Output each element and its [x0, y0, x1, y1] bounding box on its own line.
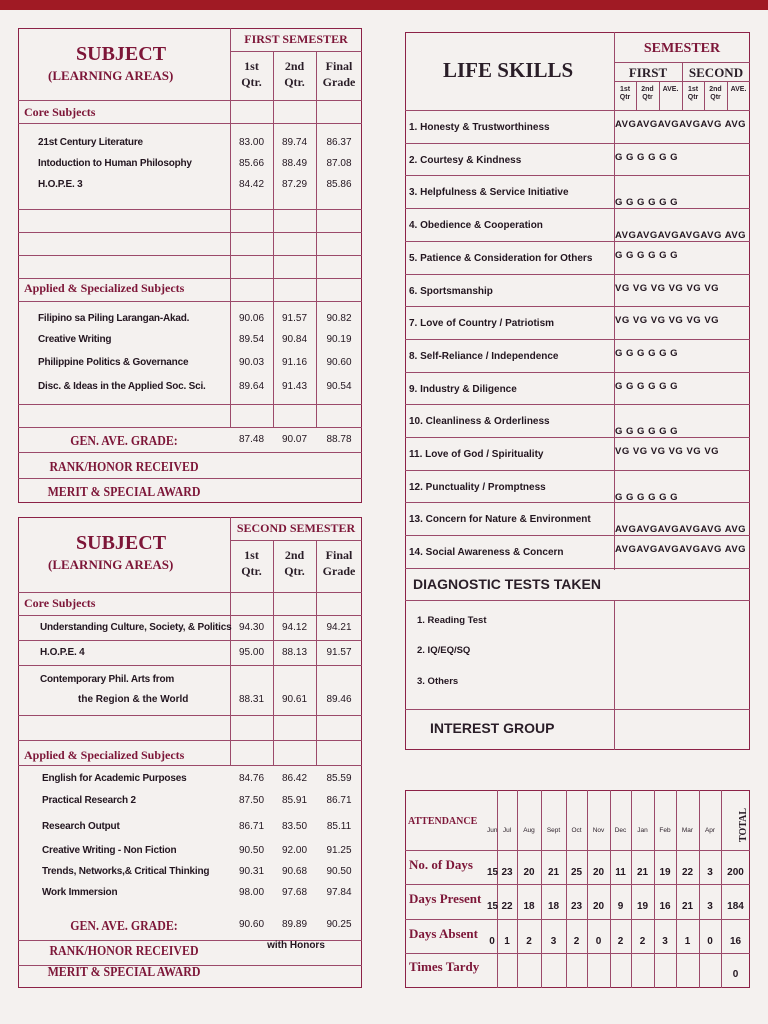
subject-name: Disc. & Ideas in the Applied Soc. Sci. [38, 381, 206, 392]
attendance-row-label: Days Absent [409, 926, 478, 941]
column-rule [566, 790, 567, 988]
final-grade: 87.08 [326, 158, 352, 169]
subject-name: Contemporary Phil. Arts from [40, 674, 175, 685]
first-quarter-grade: 90.03 [238, 357, 265, 368]
row-rule [405, 339, 750, 340]
month-heading: Jan [637, 827, 648, 834]
attendance-value: 20 [523, 867, 535, 878]
final-grade: 94.21 [326, 622, 352, 633]
row-rule [18, 452, 362, 453]
attendance-value: 18 [523, 901, 535, 912]
subject-name-line2: the Region & the World [78, 694, 189, 705]
second-quarter-grade: 94.12 [281, 622, 308, 633]
attendance-value: 20 [592, 867, 605, 878]
final-grade: 91.25 [326, 845, 352, 856]
final-grade: 85.11 [326, 821, 352, 832]
attendance-value: 21 [636, 867, 649, 878]
attendance-value: 3 [550, 936, 557, 947]
final-column-heading-line2: Grade [322, 75, 356, 89]
first-quarter-grade: 84.42 [238, 179, 265, 190]
attendance-total: 200 [727, 867, 744, 878]
final-grade: 90.82 [326, 313, 352, 324]
row-rule [405, 568, 750, 569]
final-grade: 90.54 [326, 381, 352, 392]
row-rule [405, 175, 750, 176]
life-skill-ratings: VG VG VG VG VG VG [615, 283, 720, 293]
column-rule [676, 790, 677, 988]
diagnostic-test-item: 1. Reading Test [417, 615, 487, 626]
life-skills-column-heading: 2nd Qtr [709, 86, 722, 102]
semester-heading: SEMESTER [643, 41, 721, 56]
column-rule [541, 790, 542, 988]
row-rule [18, 301, 362, 302]
row-rule [405, 274, 750, 275]
column-rule [316, 51, 317, 427]
merit-award-label: MERIT & SPECIAL AWARD [47, 965, 201, 980]
life-skills-column-heading: AVE. [730, 86, 747, 93]
attendance-value: 22 [681, 867, 694, 878]
attendance-total: 184 [727, 901, 744, 912]
final-grade: 89.46 [326, 694, 352, 705]
second-quarter-grade: 91.16 [281, 357, 308, 368]
final-grade: 90.60 [326, 357, 352, 368]
final-grade: 85.86 [326, 179, 352, 190]
second-semester-heading: SECOND [688, 65, 744, 80]
subject-name: Intoduction to Human Philosophy [38, 158, 192, 169]
second-quarter-grade: 89.74 [281, 137, 308, 148]
life-skill-label: 1. Honesty & Trustworthiness [409, 122, 550, 133]
gen-ave-label: GEN. AVE. GRADE: [70, 919, 178, 934]
final-grade: 86.37 [326, 137, 352, 148]
row-rule [405, 953, 750, 954]
q1-column-heading-line1: 1st [244, 59, 259, 73]
first-quarter-grade: 84.76 [238, 773, 265, 784]
month-heading: Aug [523, 827, 535, 834]
final-grade: 85.59 [326, 773, 352, 784]
q1-column-heading-line2: Qtr. [241, 564, 262, 578]
column-rule [631, 790, 632, 988]
subject-heading: SUBJECT [76, 43, 167, 65]
row-rule [18, 665, 362, 666]
attendance-value: 19 [659, 867, 671, 878]
row-rule [405, 306, 750, 307]
attendance-value: 11 [615, 867, 626, 878]
row-rule [405, 437, 750, 438]
month-heading: Mar [681, 827, 694, 834]
total-heading: TOTAL [738, 807, 750, 843]
q1-column-heading-line2: Qtr. [241, 75, 262, 89]
final-grade: 90.19 [326, 334, 352, 345]
attendance-value: 16 [659, 901, 671, 912]
q2-column-heading-line2: Qtr. [284, 564, 305, 578]
second-quarter-grade: 87.29 [281, 179, 308, 190]
life-skill-label: 4. Obedience & Cooperation [409, 220, 543, 232]
row-rule [18, 278, 362, 279]
column-rule [497, 790, 498, 988]
q1-column-heading-line1: 1st [244, 548, 259, 562]
row-rule [18, 404, 362, 405]
life-skill-label: 6. Sportsmanship [409, 285, 493, 297]
applied-subjects-label: Applied & Specialized Subjects [24, 281, 185, 295]
second-quarter-grade: 88.13 [281, 647, 308, 658]
month-heading: Nov [592, 827, 605, 834]
life-skill-label: 8. Self-Reliance / Independence [409, 350, 559, 362]
second-quarter-grade: 86.42 [281, 773, 308, 784]
gen-ave-final: 90.25 [326, 919, 352, 930]
subject-name: Creative Writing [38, 334, 112, 345]
second-quarter-grade: 90.84 [281, 334, 308, 345]
applied-subjects-label: Applied & Specialized Subjects [24, 748, 185, 762]
first-semester-heading: FIRST [628, 65, 668, 80]
row-rule [405, 535, 750, 536]
first-quarter-grade: 94.30 [238, 622, 265, 633]
attendance-value: 21 [681, 901, 694, 912]
final-grade: 91.57 [326, 647, 352, 658]
first-quarter-grade: 90.06 [238, 313, 265, 324]
life-skill-label: 2. Courtesy & Kindness [409, 154, 522, 166]
subject-name: H.O.P.E. 4 [40, 647, 85, 658]
column-rule [614, 600, 615, 750]
life-skill-ratings: G G G G G G [615, 492, 679, 503]
final-column-heading-line1: Final [325, 548, 353, 562]
gen-ave-final: 88.78 [326, 434, 352, 445]
row-rule [18, 592, 362, 593]
row-rule [405, 110, 750, 111]
column-rule [699, 790, 700, 988]
core-subjects-label: Core Subjects [24, 105, 96, 119]
life-skills-column-heading: AVE. [662, 86, 679, 93]
life-skill-ratings: AVGAVGAVGAVGAVG AVG [615, 545, 747, 555]
attendance-value: 0 [707, 936, 713, 947]
first-quarter-grade: 83.00 [238, 137, 265, 148]
row-rule [405, 208, 750, 209]
gen-ave-first-quarter: 87.48 [238, 434, 265, 445]
attendance-row-label: Days Present [409, 891, 482, 906]
row-rule [18, 615, 362, 616]
gen-ave-label: GEN. AVE. GRADE: [70, 434, 178, 449]
attendance-value: 1 [504, 936, 510, 947]
final-grade: 97.84 [326, 887, 352, 898]
month-heading: Sept [546, 827, 561, 834]
first-quarter-grade: 87.50 [238, 795, 265, 806]
row-rule [230, 51, 362, 52]
column-rule [273, 51, 274, 427]
attendance-value: 2 [526, 936, 532, 947]
attendance-value: 3 [707, 867, 713, 878]
life-skill-label: 13. Concern for Nature & Environment [409, 514, 591, 526]
life-skill-ratings: G G G G G G [615, 198, 679, 208]
row-rule [18, 100, 362, 101]
subject-name: Practical Research 2 [42, 795, 136, 806]
row-rule [18, 715, 362, 716]
attendance-value: 25 [570, 867, 583, 878]
attendance-value: 15 [487, 867, 499, 878]
column-rule [587, 790, 588, 988]
attendance-value: 2 [617, 936, 624, 947]
attendance-value: 22 [501, 901, 513, 912]
first-quarter-grade: 98.00 [238, 887, 265, 898]
second-quarter-grade: 97.68 [281, 887, 308, 898]
attendance-value: 15 [487, 901, 499, 912]
rank-honor-label: RANK/HONOR RECEIVED [49, 944, 199, 959]
rank-honor-value: with Honors [267, 940, 325, 951]
merit-award-label: MERIT & SPECIAL AWARD [47, 485, 201, 500]
row-rule [18, 232, 362, 233]
row-rule [405, 600, 750, 601]
row-rule [18, 640, 362, 641]
column-rule [654, 790, 655, 988]
life-skill-label: 7. Love of Country / Patriotism [409, 318, 555, 330]
month-heading: Oct [571, 827, 582, 834]
q2-column-heading-line1: 2nd [284, 548, 305, 562]
attendance-value: 9 [617, 901, 624, 912]
life-skills-column-heading: 2nd Qtr [641, 86, 654, 102]
attendance-row-label: Times Tardy [409, 959, 480, 974]
attendance-value: 3 [707, 901, 713, 912]
row-rule [18, 740, 362, 741]
life-skill-label: 12. Punctuality / Promptness [409, 481, 546, 493]
semester-heading: FIRST SEMESTER [244, 32, 348, 46]
life-skills-column-heading: 1st Qtr [687, 86, 699, 102]
attendance-value: 3 [662, 936, 668, 947]
second-quarter-grade: 83.50 [281, 821, 308, 832]
learning-areas-heading: (LEARNING AREAS) [48, 557, 174, 572]
subject-name: Trends, Networks,& Critical Thinking [42, 866, 210, 877]
subject-name: Creative Writing - Non Fiction [42, 845, 177, 856]
row-rule [405, 470, 750, 471]
row-rule [18, 255, 362, 256]
diagnostic-test-item: 2. IQ/EQ/SQ [417, 645, 471, 656]
life-skill-label: 10. Cleanliness & Orderliness [409, 416, 550, 428]
row-rule [405, 404, 750, 405]
column-rule [721, 790, 722, 988]
subject-name: Filipino sa Piling Larangan-Akad. [38, 313, 190, 324]
month-heading: Feb [659, 827, 671, 834]
first-quarter-grade: 90.50 [238, 845, 265, 856]
row-rule [18, 478, 362, 479]
row-rule [230, 540, 362, 541]
second-quarter-grade: 91.43 [281, 381, 308, 392]
final-column-heading-line1: Final [325, 59, 353, 73]
month-heading: Jul [502, 827, 512, 834]
row-rule [405, 850, 750, 851]
life-skill-ratings: VG VG VG VG VG VG [615, 447, 720, 457]
attendance-total: 0 [732, 969, 739, 980]
life-skill-ratings: G G G G G G [615, 381, 679, 392]
first-quarter-grade: 95.00 [238, 647, 265, 658]
attendance-value: 23 [501, 867, 513, 878]
row-rule [405, 919, 750, 920]
row-rule [405, 709, 750, 710]
month-heading: Apr [704, 827, 716, 834]
attendance-value: 18 [547, 901, 560, 912]
interest-group-label: INTEREST GROUP [430, 720, 555, 736]
attendance-value: 0 [489, 936, 495, 947]
attendance-value: 2 [639, 936, 646, 947]
subject-name: Understanding Culture, Society, & Politics [40, 622, 232, 633]
second-quarter-grade: 92.00 [281, 845, 308, 856]
subject-name: English for Academic Purposes [42, 773, 187, 784]
attendance-value: 2 [573, 936, 580, 947]
life-skill-ratings: AVGAVGAVGAVGAVG AVG [615, 120, 747, 130]
row-rule [405, 241, 750, 242]
row-rule [18, 427, 362, 428]
row-rule [18, 765, 362, 766]
life-skill-ratings: G G G G G G [615, 152, 679, 163]
learning-areas-heading: (LEARNING AREAS) [48, 68, 174, 83]
gen-ave-first-quarter: 90.60 [238, 919, 265, 930]
life-skill-label: 9. Industry & Diligence [409, 383, 517, 395]
final-grade: 86.71 [326, 795, 352, 806]
life-skills-column-heading: 1st Qtr [619, 86, 631, 102]
core-subjects-label: Core Subjects [24, 596, 96, 610]
attendance-value: 1 [684, 936, 691, 947]
month-heading: Jun [487, 827, 498, 834]
life-skill-label: 14. Social Awareness & Concern [409, 547, 564, 559]
column-rule [610, 790, 611, 988]
second-quarter-grade: 91.57 [281, 313, 308, 324]
top-border-strip [0, 0, 768, 10]
life-skill-ratings: VG VG VG VG VG VG [615, 316, 720, 326]
life-skills-title: LIFE SKILLS [443, 58, 574, 82]
life-skill-ratings: AVGAVGAVGAVGAVG AVG [615, 525, 747, 535]
first-quarter-grade: 86.71 [238, 821, 265, 832]
subject-name: Philippine Politics & Governance [38, 357, 189, 368]
attendance-value: 21 [547, 867, 560, 878]
row-rule [18, 209, 362, 210]
first-quarter-grade: 89.64 [238, 381, 265, 392]
row-rule [18, 123, 362, 124]
q2-column-heading-line1: 2nd [284, 59, 305, 73]
second-quarter-grade: 90.68 [281, 866, 308, 877]
column-rule [517, 790, 518, 988]
diagnostic-tests-title: DIAGNOSTIC TESTS TAKEN [413, 576, 601, 592]
semester-heading: SECOND SEMESTER [236, 521, 356, 535]
life-skill-ratings: AVGAVGAVGAVGAVG AVG [615, 231, 747, 241]
month-heading: Dec [614, 827, 627, 834]
final-grade: 90.50 [326, 866, 352, 877]
first-quarter-grade: 88.31 [238, 694, 265, 705]
attendance-value: 23 [570, 901, 583, 912]
second-quarter-grade: 85.91 [281, 795, 308, 806]
life-skill-ratings: G G G G G G [615, 250, 679, 261]
diagnostic-test-item: 3. Others [417, 676, 459, 687]
life-skill-label: 5. Patience & Consideration for Others [409, 252, 593, 264]
gen-ave-second-quarter: 90.07 [281, 434, 308, 445]
attendance-value: 19 [636, 901, 649, 912]
life-skill-ratings: G G G G G G [615, 348, 679, 359]
final-column-heading-line2: Grade [322, 564, 356, 578]
life-skill-ratings: G G G G G G [615, 427, 679, 437]
first-quarter-grade: 90.31 [238, 866, 265, 877]
rank-honor-label: RANK/HONOR RECEIVED [49, 460, 199, 475]
life-skill-label: 11. Love of God / Spirituality [409, 449, 544, 460]
row-rule [405, 143, 750, 144]
attendance-total: 16 [729, 936, 742, 947]
attendance-value: 20 [592, 901, 605, 912]
subject-name: H.O.P.E. 3 [38, 179, 83, 190]
first-quarter-grade: 89.54 [238, 334, 265, 345]
subject-name: Work Immersion [42, 887, 118, 898]
second-quarter-grade: 90.61 [281, 694, 308, 705]
row-rule [405, 884, 750, 885]
second-quarter-grade: 88.49 [281, 158, 308, 169]
subject-heading: SUBJECT [76, 532, 167, 554]
row-rule [405, 372, 750, 373]
attendance-title: ATTENDANCE [408, 816, 478, 827]
subject-name: 21st Century Literature [38, 137, 143, 148]
subject-name: Research Output [42, 821, 120, 832]
attendance-row-label: No. of Days [409, 857, 473, 872]
gen-ave-second-quarter: 89.89 [281, 919, 308, 930]
first-quarter-grade: 85.66 [238, 158, 265, 169]
q2-column-heading-line2: Qtr. [284, 75, 305, 89]
column-rule [614, 32, 615, 570]
row-rule [405, 502, 750, 503]
attendance-value: 0 [595, 936, 602, 947]
life-skill-label: 3. Helpfulness & Service Initiative [409, 187, 569, 199]
